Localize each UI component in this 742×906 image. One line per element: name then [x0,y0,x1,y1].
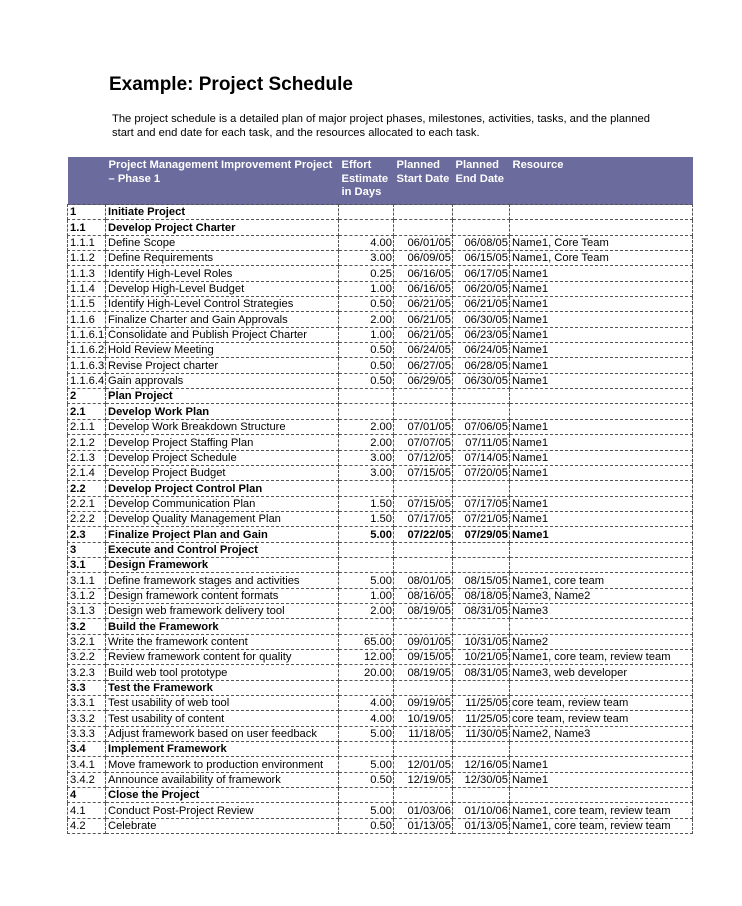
effort-days [339,220,394,235]
end-date [453,404,510,419]
start-date [394,220,453,235]
task-name: Design web framework delivery tool [106,603,339,618]
end-date: 06/08/05 [453,235,510,250]
effort-days [339,742,394,757]
task-id: 3 [68,542,106,557]
end-date: 12/30/05 [453,772,510,787]
end-date: 07/29/05 [453,527,510,542]
end-date: 06/17/05 [453,266,510,281]
table-row [68,788,693,803]
table-row [68,711,693,726]
resource: Name3 [510,603,693,618]
start-date: 08/19/05 [394,603,453,618]
task-name: Celebrate [106,818,339,833]
resource [510,788,693,803]
end-date: 07/20/05 [453,465,510,480]
end-date: 07/21/05 [453,511,510,526]
task-name: Identify High-Level Control Strategies [106,297,339,312]
table-row [68,419,693,434]
start-date [394,205,453,220]
task-id: 3.1.1 [68,573,106,588]
table-row [68,726,693,741]
task-id: 2.1.2 [68,435,106,450]
end-date: 06/30/05 [453,373,510,388]
task-name: Gain approvals [106,373,339,388]
task-name: Develop Communication Plan [106,496,339,511]
table-row [68,389,693,404]
task-name: Adjust framework based on user feedback [106,726,339,741]
end-date: 06/28/05 [453,358,510,373]
task-id: 1.1.6.2 [68,343,106,358]
resource [510,404,693,419]
end-date: 07/17/05 [453,496,510,511]
table-row [68,619,693,634]
task-name: Develop High-Level Budget [106,281,339,296]
resource [510,557,693,572]
resource: core team, review team [510,696,693,711]
effort-days: 5.00 [339,803,394,818]
resource: Name1 [510,496,693,511]
task-name: Build the Framework [106,619,339,634]
start-date [394,742,453,757]
end-date: 08/18/05 [453,588,510,603]
effort-days: 0.50 [339,297,394,312]
effort-days [339,788,394,803]
task-id: 1.1.6.4 [68,373,106,388]
start-date: 08/01/05 [394,573,453,588]
task-id: 3.3 [68,680,106,695]
resource: Name2, Name3 [510,726,693,741]
task-name: Develop Work Plan [106,404,339,419]
table-row [68,496,693,511]
end-date: 11/25/05 [453,711,510,726]
start-date [394,557,453,572]
table-row [68,696,693,711]
end-date: 06/24/05 [453,343,510,358]
effort-days: 1.00 [339,588,394,603]
effort-days [339,542,394,557]
start-date: 10/19/05 [394,711,453,726]
effort-days [339,404,394,419]
resource: Name1 [510,450,693,465]
table-row [68,649,693,664]
task-name: Conduct Post-Project Review [106,803,339,818]
effort-days: 1.00 [339,327,394,342]
effort-days [339,481,394,496]
table-row [68,542,693,557]
effort-days: 0.50 [339,358,394,373]
table-row [68,634,693,649]
end-date: 10/21/05 [453,649,510,664]
table-row [68,358,693,373]
start-date: 06/21/05 [394,312,453,327]
start-date: 09/15/05 [394,649,453,664]
table-row [68,527,693,542]
start-date: 09/01/05 [394,634,453,649]
header-id [68,157,106,205]
task-id: 3.2.2 [68,649,106,664]
effort-days: 3.00 [339,450,394,465]
resource: core team, review team [510,711,693,726]
header-start: Planned Start Date [394,157,453,205]
task-name: Implement Framework [106,742,339,757]
start-date: 12/19/05 [394,772,453,787]
start-date [394,680,453,695]
resource: Name1 [510,297,693,312]
effort-days: 0.25 [339,266,394,281]
resource: Name1 [510,343,693,358]
start-date: 07/01/05 [394,419,453,434]
resource: Name1 [510,511,693,526]
end-date [453,205,510,220]
end-date: 07/14/05 [453,450,510,465]
resource: Name1 [510,312,693,327]
start-date: 07/12/05 [394,450,453,465]
task-id: 2.3 [68,527,106,542]
table-row [68,205,693,220]
task-id: 1.1.6 [68,312,106,327]
start-date [394,788,453,803]
start-date: 11/18/05 [394,726,453,741]
end-date: 06/15/05 [453,251,510,266]
task-name: Develop Project Control Plan [106,481,339,496]
task-id: 3.2 [68,619,106,634]
task-name: Develop Quality Management Plan [106,511,339,526]
header-end: Planned End Date [453,157,510,205]
task-id: 1 [68,205,106,220]
end-date [453,557,510,572]
end-date [453,742,510,757]
table-row [68,742,693,757]
task-id: 3.3.1 [68,696,106,711]
task-id: 3.4.1 [68,757,106,772]
resource: Name1 [510,327,693,342]
end-date [453,619,510,634]
resource: Name1, core team, review team [510,649,693,664]
task-name: Finalize Project Plan and Gain [106,527,339,542]
resource: Name1 [510,465,693,480]
resource: Name1 [510,435,693,450]
task-id: 2 [68,389,106,404]
resource: Name1 [510,527,693,542]
task-id: 4.2 [68,818,106,833]
effort-days: 5.00 [339,726,394,741]
start-date: 07/22/05 [394,527,453,542]
task-id: 2.1.1 [68,419,106,434]
table-row [68,373,693,388]
task-name: Develop Project Schedule [106,450,339,465]
start-date [394,619,453,634]
effort-days: 0.50 [339,373,394,388]
table-row [68,266,693,281]
task-id: 2.1.4 [68,465,106,480]
task-name: Close the Project [106,788,339,803]
resource: Name1, core team, review team [510,803,693,818]
task-id: 3.4 [68,742,106,757]
resource [510,205,693,220]
task-id: 3.1.2 [68,588,106,603]
task-name: Identify High-Level Roles [106,266,339,281]
resource [510,542,693,557]
task-id: 1.1.1 [68,235,106,250]
task-id: 1.1.5 [68,297,106,312]
start-date: 08/16/05 [394,588,453,603]
intro-paragraph: The project schedule is a detailed plan of major project phases, milestones, activities, tasks, and the planned start and end date for each task, and the resources allocated to each task. [112,113,650,139]
resource: Name1, Core Team [510,251,693,266]
task-name: Define Scope [106,235,339,250]
effort-days: 0.50 [339,818,394,833]
table-row [68,603,693,618]
start-date: 09/19/05 [394,696,453,711]
table-row [68,680,693,695]
effort-days: 2.00 [339,435,394,450]
start-date: 06/16/05 [394,281,453,296]
table-row [68,220,693,235]
table-row [68,251,693,266]
task-name: Develop Project Charter [106,220,339,235]
table-row [68,327,693,342]
effort-days: 0.50 [339,772,394,787]
task-name: Review framework content for quality [106,649,339,664]
task-name: Finalize Charter and Gain Approvals [106,312,339,327]
table-row [68,435,693,450]
start-date: 01/03/06 [394,803,453,818]
end-date: 11/30/05 [453,726,510,741]
table-row [68,818,693,833]
effort-days: 2.00 [339,603,394,618]
resource [510,619,693,634]
end-date [453,788,510,803]
header-task: Project Management Improvement Project – Phase 1 [106,157,339,205]
table-row [68,235,693,250]
task-name: Announce availability of framework [106,772,339,787]
end-date: 08/15/05 [453,573,510,588]
effort-days: 65.00 [339,634,394,649]
task-id: 3.3.3 [68,726,106,741]
task-name: Design Framework [106,557,339,572]
table-row [68,573,693,588]
task-id: 4 [68,788,106,803]
task-id: 3.4.2 [68,772,106,787]
effort-days: 1.00 [339,281,394,296]
task-id: 2.2.2 [68,511,106,526]
task-name: Design framework content formats [106,588,339,603]
effort-days [339,205,394,220]
effort-days: 4.00 [339,696,394,711]
end-date [453,220,510,235]
task-id: 2.1.3 [68,450,106,465]
start-date: 08/19/05 [394,665,453,680]
task-name: Build web tool prototype [106,665,339,680]
table-row [68,312,693,327]
start-date: 06/21/05 [394,297,453,312]
end-date [453,680,510,695]
task-name: Consolidate and Publish Project Charter [106,327,339,342]
table-row [68,757,693,772]
effort-days: 2.00 [339,312,394,327]
table-body [68,205,693,834]
table-row [68,404,693,419]
start-date: 12/01/05 [394,757,453,772]
table-row [68,343,693,358]
task-id: 1.1.4 [68,281,106,296]
task-name: Develop Project Staffing Plan [106,435,339,450]
table-row [68,297,693,312]
end-date: 06/21/05 [453,297,510,312]
effort-days: 4.00 [339,235,394,250]
resource: Name1 [510,772,693,787]
task-name: Develop Project Budget [106,465,339,480]
table-row [68,465,693,480]
effort-days: 5.00 [339,573,394,588]
end-date: 08/31/05 [453,665,510,680]
resource: Name1 [510,757,693,772]
task-name: Write the framework content [106,634,339,649]
effort-days [339,557,394,572]
effort-days: 3.00 [339,465,394,480]
effort-days: 2.00 [339,419,394,434]
start-date: 06/27/05 [394,358,453,373]
resource: Name3, web developer [510,665,693,680]
start-date: 07/15/05 [394,496,453,511]
task-id: 1.1.6.3 [68,358,106,373]
end-date: 01/13/05 [453,818,510,833]
effort-days [339,619,394,634]
start-date: 06/01/05 [394,235,453,250]
task-name: Hold Review Meeting [106,343,339,358]
task-id: 1.1.6.1 [68,327,106,342]
resource [510,742,693,757]
effort-days: 3.00 [339,251,394,266]
task-id: 2.2 [68,481,106,496]
task-name: Test usability of web tool [106,696,339,711]
resource [510,680,693,695]
task-id: 1.1.3 [68,266,106,281]
table-row [68,665,693,680]
start-date: 06/09/05 [394,251,453,266]
resource: Name1 [510,266,693,281]
table-row [68,281,693,296]
effort-days [339,680,394,695]
start-date: 07/17/05 [394,511,453,526]
resource: Name1 [510,373,693,388]
start-date: 06/21/05 [394,327,453,342]
task-name: Plan Project [106,389,339,404]
resource: Name1 [510,281,693,296]
start-date: 06/29/05 [394,373,453,388]
end-date: 07/11/05 [453,435,510,450]
task-name: Initiate Project [106,205,339,220]
task-name: Develop Work Breakdown Structure [106,419,339,434]
end-date [453,389,510,404]
start-date [394,542,453,557]
start-date [394,404,453,419]
table-row [68,557,693,572]
task-name: Define Requirements [106,251,339,266]
effort-days: 4.00 [339,711,394,726]
header-effort: Effort Estimate in Days [339,157,394,205]
table-row [68,803,693,818]
effort-days: 5.00 [339,527,394,542]
resource: Name1 [510,419,693,434]
table-row [68,772,693,787]
start-date [394,389,453,404]
resource: Name3, Name2 [510,588,693,603]
table-row [68,511,693,526]
resource: Name1 [510,358,693,373]
end-date: 07/06/05 [453,419,510,434]
task-name: Revise Project charter [106,358,339,373]
task-id: 3.2.3 [68,665,106,680]
task-name: Test the Framework [106,680,339,695]
task-name: Define framework stages and activities [106,573,339,588]
resource: Name2 [510,634,693,649]
table-header-row [68,157,693,205]
effort-days [339,389,394,404]
resource [510,481,693,496]
effort-days: 20.00 [339,665,394,680]
resource [510,389,693,404]
start-date [394,481,453,496]
resource [510,220,693,235]
header-resource: Resource [510,157,693,205]
task-id: 2.2.1 [68,496,106,511]
start-date: 06/24/05 [394,343,453,358]
task-id: 3.2.1 [68,634,106,649]
end-date: 06/20/05 [453,281,510,296]
task-id: 2.1 [68,404,106,419]
end-date: 08/31/05 [453,603,510,618]
task-id: 4.1 [68,803,106,818]
end-date: 06/23/05 [453,327,510,342]
effort-days: 5.00 [339,757,394,772]
resource: Name1, core team, review team [510,818,693,833]
end-date [453,481,510,496]
start-date: 07/07/05 [394,435,453,450]
end-date [453,542,510,557]
end-date: 12/16/05 [453,757,510,772]
task-name: Move framework to production environment [106,757,339,772]
resource: Name1, Core Team [510,235,693,250]
task-id: 3.1.3 [68,603,106,618]
task-id: 3.1 [68,557,106,572]
task-id: 1.1 [68,220,106,235]
start-date: 01/13/05 [394,818,453,833]
task-name: Test usability of content [106,711,339,726]
start-date: 06/16/05 [394,266,453,281]
project-schedule-table [67,157,693,834]
effort-days: 1.50 [339,496,394,511]
start-date: 07/15/05 [394,465,453,480]
end-date: 01/10/06 [453,803,510,818]
table-row [68,481,693,496]
effort-days: 12.00 [339,649,394,664]
table-row [68,588,693,603]
end-date: 06/30/05 [453,312,510,327]
effort-days: 0.50 [339,343,394,358]
resource: Name1, core team [510,573,693,588]
end-date: 11/25/05 [453,696,510,711]
page-title: Example: Project Schedule [109,74,353,95]
table-row [68,450,693,465]
task-name: Execute and Control Project [106,542,339,557]
effort-days: 1.50 [339,511,394,526]
end-date: 10/31/05 [453,634,510,649]
task-id: 1.1.2 [68,251,106,266]
task-id: 3.3.2 [68,711,106,726]
